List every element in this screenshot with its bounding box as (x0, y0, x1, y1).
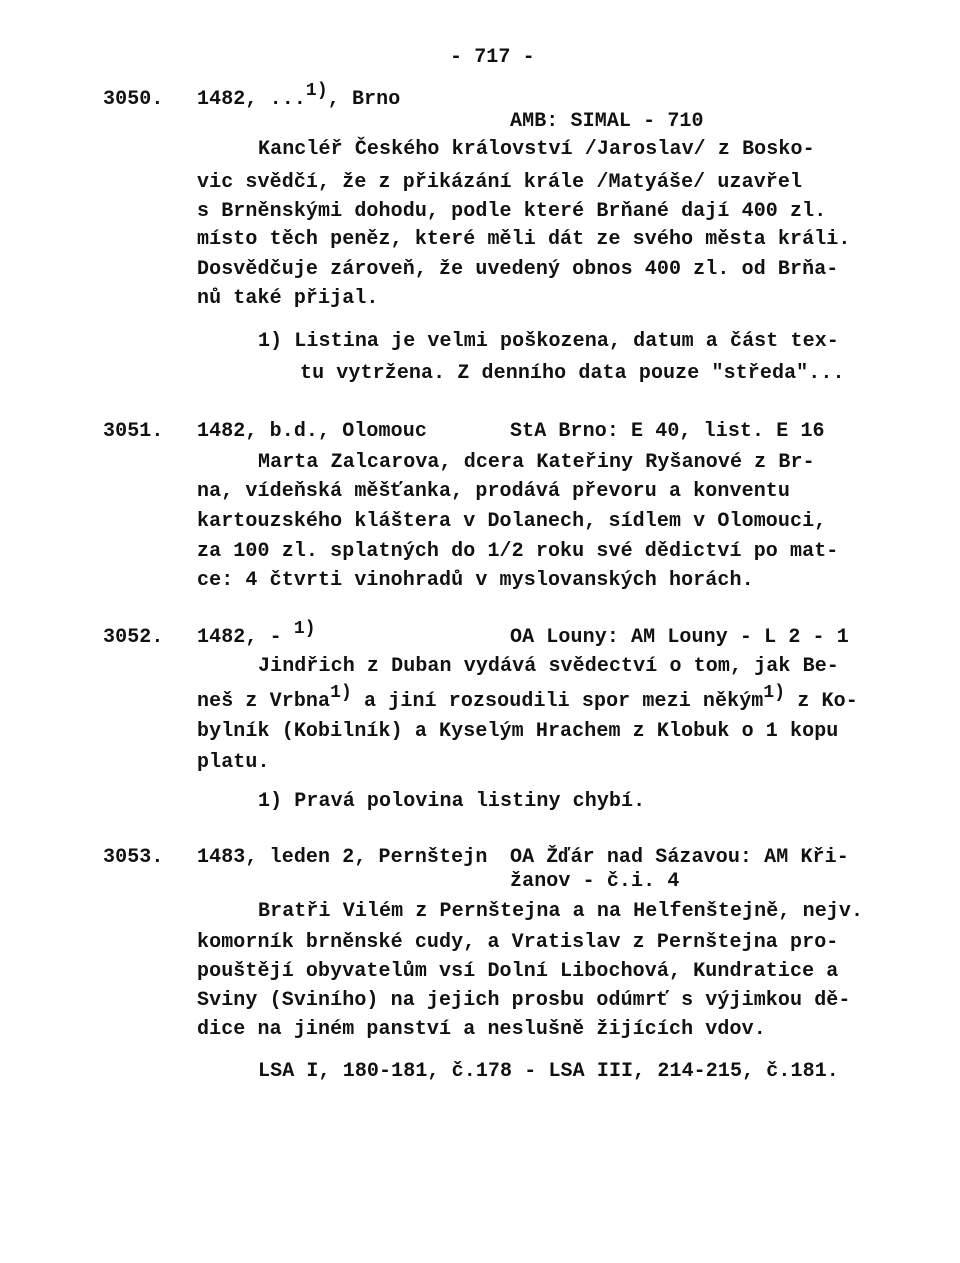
footnote-marker: 1) (293, 619, 316, 639)
entry-citation: LSA I, 180-181, č.178 - LSA III, 214-215, č.181. (258, 1060, 839, 1083)
entry-body-line: Dosvědčuje zároveň, že uvedený obnos 400 zl. od Brňa- (197, 258, 839, 281)
entry-body-line: místo těch peněz, které měli dát ze svého města králi. (197, 228, 851, 251)
entry-body-line: pouštějí obyvatelům vsí Dolní Libochová, Kundratice a (197, 960, 839, 983)
entry-body-line: kartouzského kláštera v Dolanech, sídlem v Olomouci, (197, 510, 827, 533)
entry-body-line: Bratři Vilém z Pernštejna a na Helfenštejně, nejv. (258, 900, 864, 923)
entry-number: 3053. (103, 846, 164, 869)
entry-date-place: 1482, b.d., Olomouc (197, 420, 427, 443)
entry-body-line: bylník (Kobilník) a Kyselým Hrachem z Klobuk o 1 kopu (197, 720, 839, 743)
entry-number: 3051. (103, 420, 164, 443)
entry-number: 3050. (103, 88, 164, 111)
entry-source: AMB: SIMAL - 710 (510, 110, 704, 133)
entry-body-line: nů také přijal. (197, 287, 379, 310)
entry-body-line: Kancléř Českého království /Jaroslav/ z Bosko- (258, 138, 815, 161)
entry-body-line (197, 683, 858, 714)
entry-source: žanov - č.i. 4 (510, 870, 680, 893)
entry-body-line: komorník brněnské cudy, a Vratislav z Pernštejna pro- (197, 931, 839, 954)
entry-number: 3052. (103, 626, 164, 649)
entry-footnote-line: 1) Listina je velmi poškozena, datum a část tex- (258, 330, 839, 353)
entry-body-line: Marta Zalcarova, dcera Kateřiny Ryšanové z Br- (258, 451, 815, 474)
footnote-marker: 1) (763, 683, 786, 703)
entry-footnote-line: tu vytržena. Z denního data pouze "středa"... (300, 362, 845, 385)
entry-date-text: 1482, - (197, 626, 294, 649)
footnote-marker: 1) (305, 81, 328, 101)
entry-body-line: dice na jiném panství a neslušně žijících vdov. (197, 1018, 766, 1041)
entry-body-line: za 100 zl. splatných do 1/2 roku své dědictví po mat- (197, 540, 839, 563)
entry-place-text: , Brno (327, 88, 401, 111)
entry-body-line: vic svědčí, že z přikázání krále /Matyáše/ uzavřel (197, 171, 803, 194)
entry-body-line: ce: 4 čtvrti vinohradů v myslovanských horách. (197, 569, 754, 592)
entry-source: OA Žďár nad Sázavou: AM Kři- (510, 846, 849, 869)
footnote-marker: 1) (330, 683, 352, 703)
page-number: - 717 - (450, 46, 535, 69)
entry-body-line: na, vídeňská měšťanka, prodává převoru a konventu (197, 480, 790, 503)
entry-source: StA Brno: E 40, list. E 16 (510, 420, 825, 443)
entry-source: OA Louny: AM Louny - L 2 - 1 (510, 626, 849, 649)
entry-body-line: platu. (197, 751, 270, 774)
body-text: a jiní rozsoudili spor mezi někým (351, 690, 764, 713)
entry-date-text: 1482, ... (197, 88, 306, 111)
entry-date-place (197, 81, 401, 112)
entry-body-line: Jindřich z Duban vydává svědectví o tom, jak Be- (258, 655, 839, 678)
entry-date-place: 1483, leden 2, Pernštejn (197, 846, 488, 869)
entry-date-place (197, 619, 316, 650)
body-text: z Ko- (785, 690, 858, 713)
entry-body-line: Sviny (Sviního) na jejich prosbu odúmrť s výjimkou dě- (197, 989, 851, 1012)
body-text: neš z Vrbna (197, 690, 331, 713)
entry-body-line: s Brněnskými dohodu, podle které Brňané dají 400 zl. (197, 200, 827, 223)
entry-footnote-line: 1) Pravá polovina listiny chybí. (258, 790, 646, 813)
